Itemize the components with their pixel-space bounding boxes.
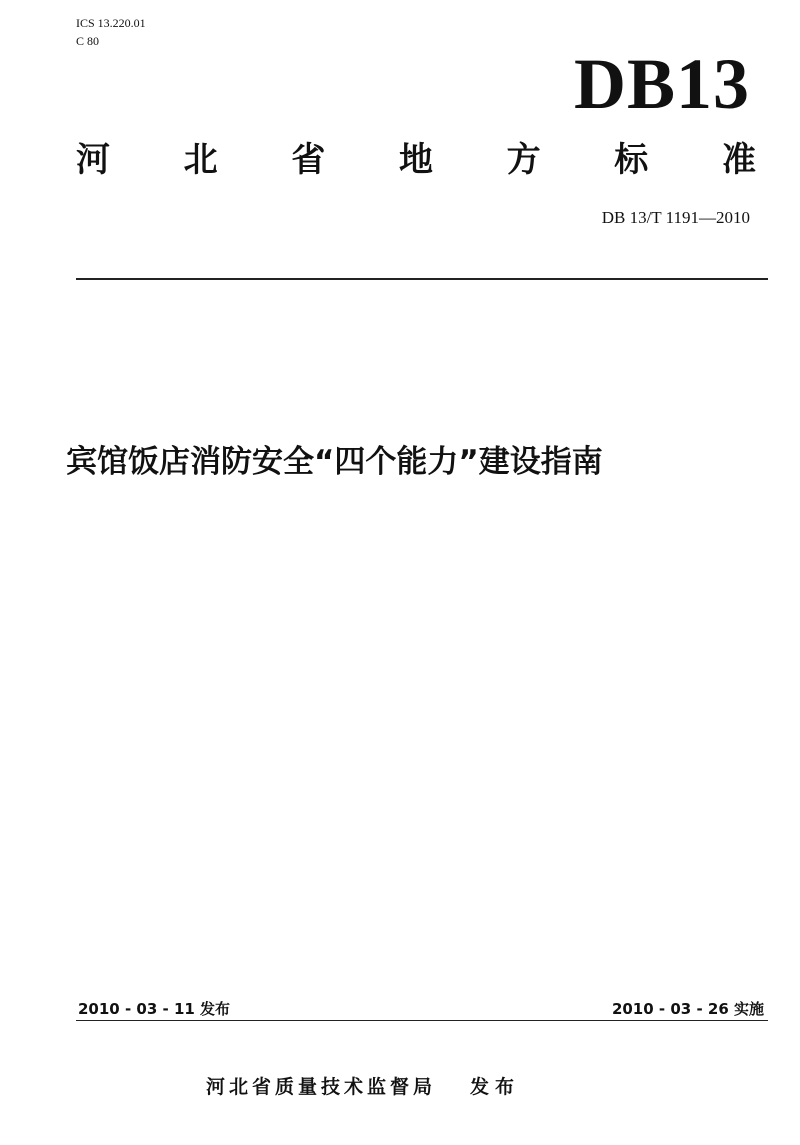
title-char: 地 xyxy=(398,140,433,180)
header-divider xyxy=(76,278,768,280)
standard-mark: DB13 xyxy=(573,44,750,124)
standard-category-title xyxy=(76,138,756,182)
issuer-name: 河北省质量技术监督局 xyxy=(206,1076,437,1098)
issuing-authority xyxy=(206,1074,520,1100)
title-char: 方 xyxy=(506,140,541,180)
ccs-code: C 80 xyxy=(76,34,100,48)
classification-codes xyxy=(76,14,146,50)
issuer-action: 发布 xyxy=(470,1076,521,1098)
ics-code: ICS 13.220.01 xyxy=(76,16,146,30)
title-char: 河 xyxy=(76,140,110,180)
issue-date: 2010 - 03 - 11 发布 xyxy=(78,1000,231,1018)
document-title: 宾馆饭店消防安全“四个能力”建设指南 xyxy=(66,444,603,480)
title-char: 准 xyxy=(721,140,756,180)
title-char: 北 xyxy=(183,140,218,180)
implementation-date: 2010 - 03 - 26 实施 xyxy=(611,1000,764,1018)
title-char: 标 xyxy=(614,140,649,180)
footer-divider xyxy=(76,1020,768,1021)
standard-number: DB 13/T 1191—2010 xyxy=(601,208,750,227)
title-char: 省 xyxy=(291,140,326,180)
